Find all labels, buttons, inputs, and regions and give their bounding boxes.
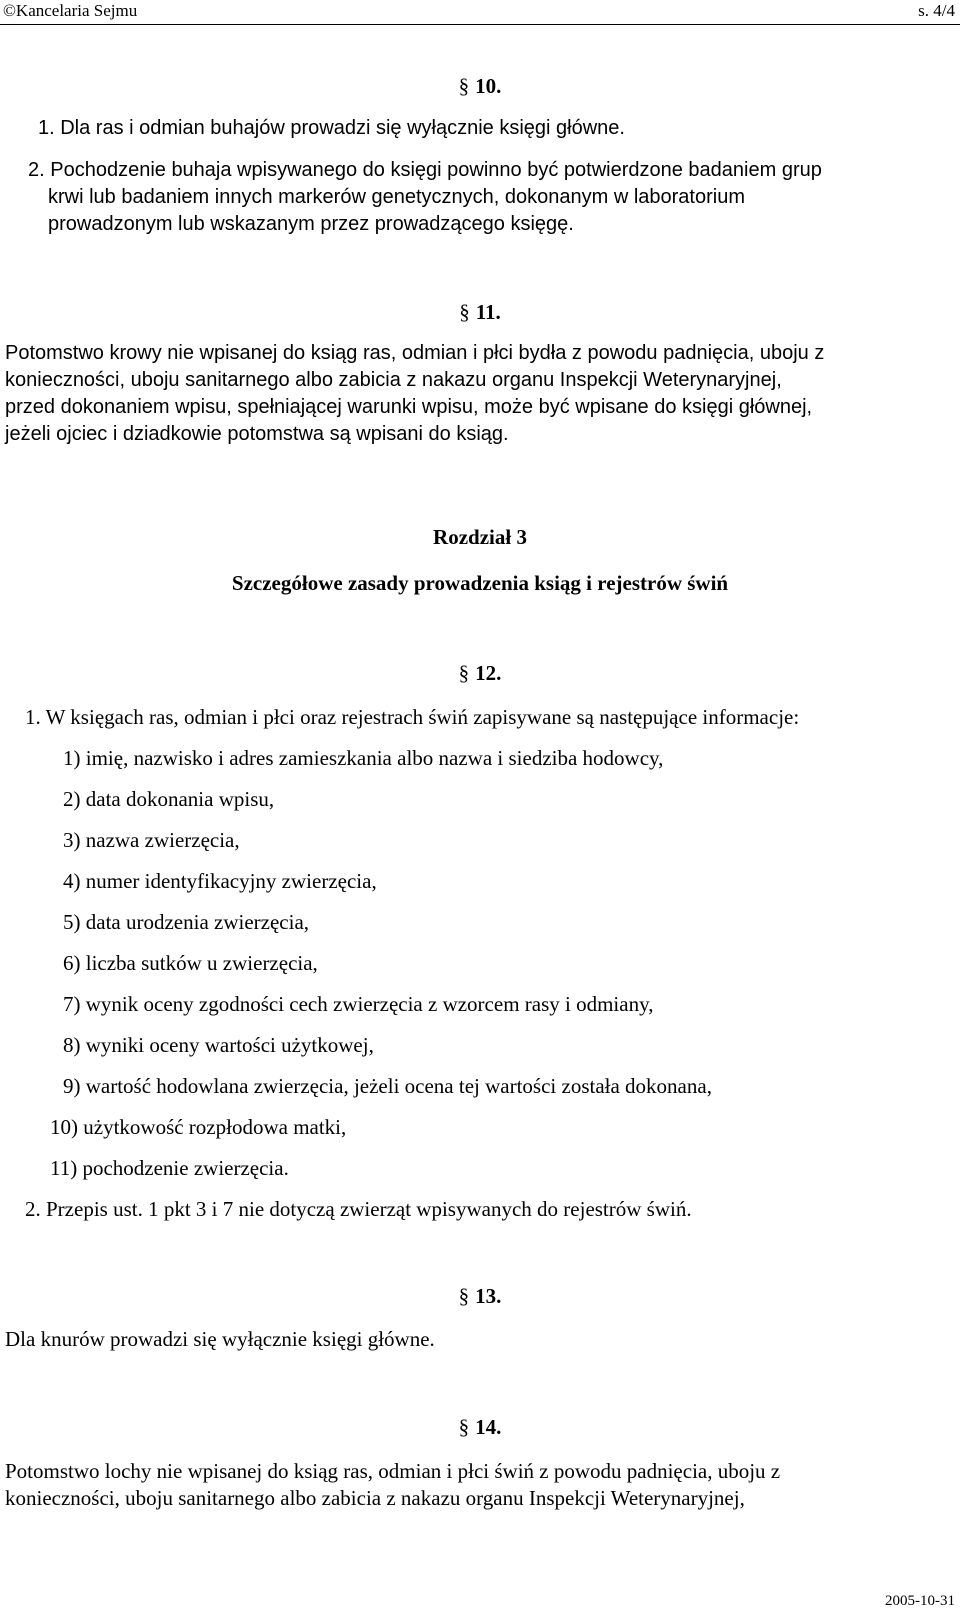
section-11-number: 11. [475, 300, 501, 324]
header-page-number: s. 4/4 [918, 1, 955, 20]
section-10-paragraph-1: 1. Dla ras i odmian buhajów prowadzi się wyłącznie księgi główne. [38, 117, 625, 139]
section-13-number: 13. [475, 1284, 502, 1308]
section-mark: § [458, 661, 470, 685]
list-item: 4) numer identyfikacyjny zwierzęcia, [63, 869, 377, 893]
list-item: 7) wynik oceny zgodności cech zwierzęcia z wzorcem rasy i odmiany, [63, 992, 654, 1016]
chapter-subtitle: Szczegółowe zasady prowadzenia ksiąg i rejestrów świń [231, 571, 729, 595]
section-12-number: 12. [475, 661, 502, 685]
section-mark: § [459, 300, 470, 324]
section-12-intro: 1. W księgach ras, odmian i płci oraz rejestrach świń zapisywane są następujące informacje: [25, 705, 800, 729]
section-10-heading [0, 73, 960, 99]
section-13-heading [0, 1283, 960, 1309]
section-11-line-3: przed dokonaniem wpisu, spełniającej warunki wpisu, może być wpisane do księgi głównej, [5, 396, 813, 418]
list-item: 6) liczba sutków u zwierzęcia, [63, 951, 318, 975]
section-13-text: Dla knurów prowadzi się wyłącznie księgi główne. [5, 1327, 435, 1351]
section-10-paragraph-2-line-3: prowadzonym lub wskazanym przez prowadzącego księgę. [48, 213, 574, 235]
list-item: 3) nazwa zwierzęcia, [63, 828, 240, 852]
list-item: 9) wartość hodowlana zwierzęcia, jeżeli ocena tej wartości została dokonana, [63, 1074, 712, 1098]
list-item: 5) data urodzenia zwierzęcia, [63, 910, 310, 934]
section-11-line-2: konieczności, uboju sanitarnego albo zabicia z nakazu organu Inspekcji Weterynaryjnej, [5, 369, 782, 391]
section-12-paragraph-2: 2. Przepis ust. 1 pkt 3 i 7 nie dotyczą zwierząt wpisywanych do rejestrów świń. [25, 1197, 692, 1221]
section-14-number: 14. [475, 1415, 502, 1439]
section-14-heading [0, 1414, 960, 1440]
section-10-number: 10. [475, 74, 502, 98]
section-mark: § [458, 1284, 470, 1308]
section-11-line-4: jeżeli ojciec i dziadkowie potomstwa są wpisani do ksiąg. [5, 423, 509, 445]
header-rule [0, 24, 960, 25]
chapter-title: Rozdział 3 [433, 525, 527, 549]
list-item: 10) użytkowość rozpłodowa matki, [50, 1115, 347, 1139]
list-item: 1) imię, nazwisko i adres zamieszkania albo nazwa i siedziba hodowcy, [63, 746, 664, 770]
section-11-line-1: Potomstwo krowy nie wpisanej do ksiąg ras, odmian i płci bydła z powodu padnięcia, uboju z [5, 342, 825, 364]
section-12-heading [0, 660, 960, 686]
section-14-line-1: Potomstwo lochy nie wpisanej do ksiąg ras, odmian i płci świń z powodu padnięcia, uboju z [5, 1459, 781, 1483]
list-item: 8) wyniki oceny wartości użytkowej, [63, 1033, 374, 1057]
header-source: ©Kancelaria Sejmu [3, 1, 138, 20]
footer-date: 2005-10-31 [885, 1593, 955, 1609]
section-10-paragraph-2-line-2: krwi lub badaniem innych markerów genetycznych, dokonanym w laboratorium [48, 186, 745, 208]
section-11-heading [0, 299, 960, 325]
section-mark: § [458, 74, 470, 98]
section-14-line-2: konieczności, uboju sanitarnego albo zabicia z nakazu organu Inspekcji Weterynaryjnej, [5, 1486, 745, 1510]
list-item: 2) data dokonania wpisu, [63, 787, 275, 811]
list-item: 11) pochodzenie zwierzęcia. [50, 1156, 289, 1180]
section-mark: § [458, 1415, 470, 1439]
section-10-paragraph-2-line-1: 2. Pochodzenie buhaja wpisywanego do księgi powinno być potwierdzone badaniem grup [28, 159, 822, 181]
